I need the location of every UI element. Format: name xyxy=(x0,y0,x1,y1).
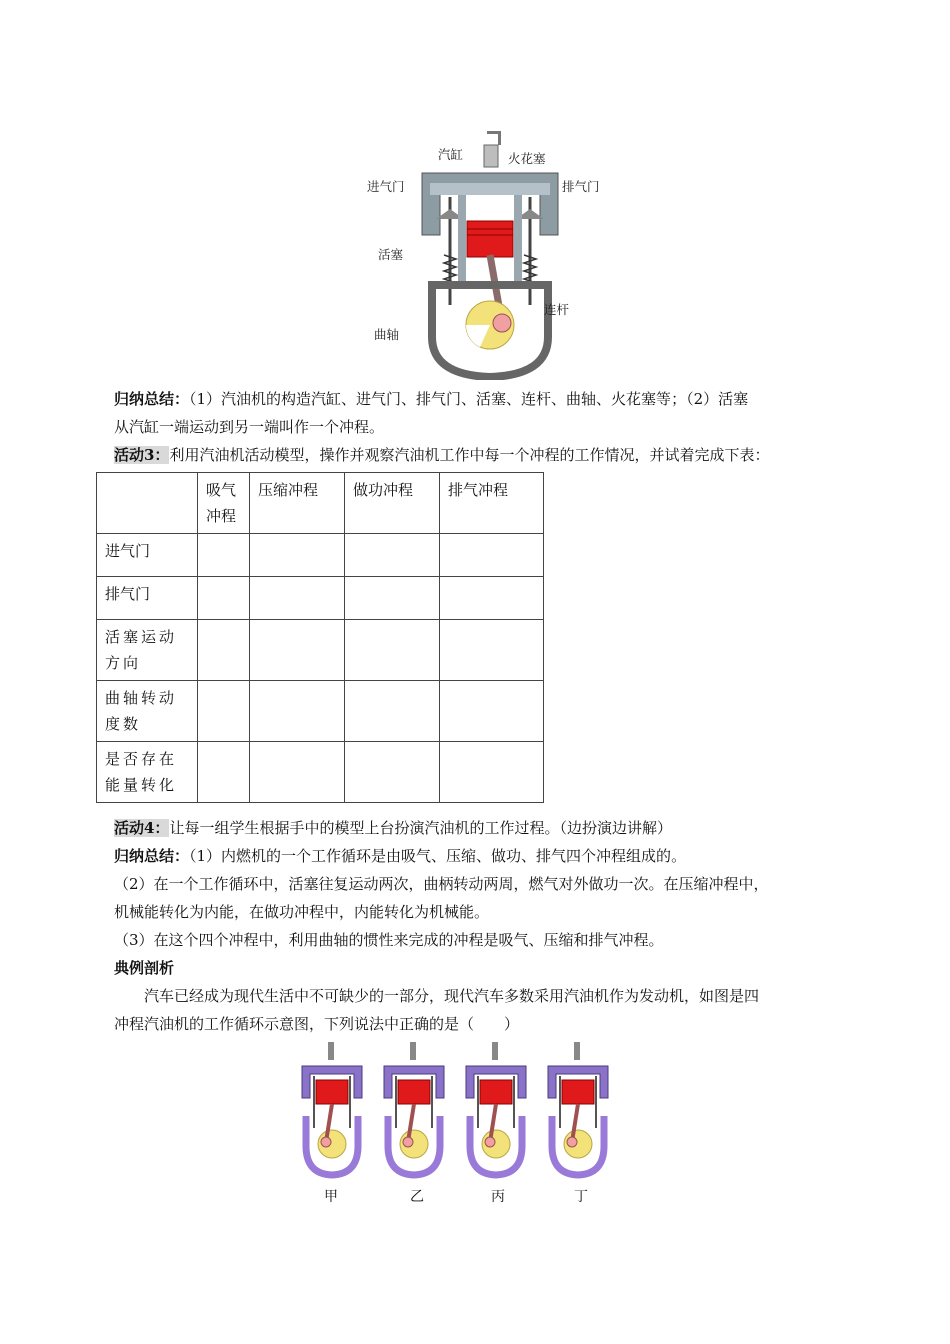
caption-jia: 甲 xyxy=(324,1189,338,1205)
table-cell[interactable] xyxy=(440,681,544,742)
table-header-row xyxy=(97,473,544,534)
table-cell[interactable] xyxy=(345,620,440,681)
summary-2 xyxy=(114,842,844,954)
table-row xyxy=(97,620,544,681)
stroke-ding-drawing xyxy=(548,1042,608,1175)
table-cell[interactable] xyxy=(345,577,440,620)
table-header-cell: 做功冲程 xyxy=(345,473,440,534)
summary-2-p2b: 机械能转化为内能，在做功冲程中，内能转化为机械能。 xyxy=(114,903,490,921)
table-cell[interactable] xyxy=(198,742,250,803)
table-header-cell xyxy=(97,473,198,534)
table-header-cell: 压缩冲程 xyxy=(250,473,345,534)
table-header-cell: 吸气冲程 xyxy=(198,473,250,534)
table-cell[interactable] xyxy=(250,577,345,620)
caption-ding: 丁 xyxy=(574,1189,588,1205)
engine-diagram xyxy=(367,125,610,380)
table-row xyxy=(97,577,544,620)
example xyxy=(114,954,844,1038)
summary-1-line1: （1）汽油机的构造汽缸、进气门、排气门、活塞、连杆、曲轴、火花塞等；（2）活塞 xyxy=(189,390,749,408)
summary-2-lead: 归纳总结： xyxy=(114,847,190,865)
table-cell[interactable] xyxy=(345,534,440,577)
table-row-label: 是否存在能量转化 xyxy=(97,742,198,803)
summary-1-line2: 从汽缸一端运动到另一端叫作一个冲程。 xyxy=(114,418,385,436)
table-cell[interactable] xyxy=(440,620,544,681)
table-row-label: 曲轴转动度数 xyxy=(97,681,198,742)
label-piston: 活塞 xyxy=(378,247,404,262)
activity-4-text: 让每一组学生根据手中的模型上台扮演汽油机的工作过程。（边扮演边讲解） xyxy=(169,819,672,837)
summary-2-p3: （3）在这个四个冲程中，利用曲轴的惯性来完成的冲程是吸气、压缩和排气冲程。 xyxy=(114,931,664,949)
table-cell[interactable] xyxy=(198,534,250,577)
table-cell[interactable] xyxy=(440,534,544,577)
caption-bing: 丙 xyxy=(491,1189,505,1205)
summary-2-p1: （1）内燃机的一个工作循环是由吸气、压缩、做功、排气四个冲程组成的。 xyxy=(189,847,687,865)
table-row xyxy=(97,742,544,803)
summary-1-lead: 归纳总结： xyxy=(114,390,190,408)
activity-4 xyxy=(114,814,844,842)
table-cell[interactable] xyxy=(198,620,250,681)
label-cylinder: 汽缸 xyxy=(438,147,464,162)
table-cell[interactable] xyxy=(250,742,345,803)
summary-2-p2a: （2）在一个工作循环中，活塞往复运动两次，曲柄转动两周，燃气对外做功一次。在压缩冲程中， xyxy=(114,875,769,893)
table-cell[interactable] xyxy=(440,742,544,803)
table-header-cell: 排气冲程 xyxy=(440,473,544,534)
engine-diagram-drawing xyxy=(370,125,610,380)
example-line2: 冲程汽油机的工作循环示意图，下列说法中正确的是（ ） xyxy=(114,1015,520,1033)
table-row-label: 进气门 xyxy=(97,534,198,577)
activity-3-lead: 活动3： xyxy=(114,446,170,464)
activity-3 xyxy=(114,441,844,469)
four-strokes-figure xyxy=(296,1040,616,1180)
label-spark-plug: 火花塞 xyxy=(508,151,546,166)
table-cell[interactable] xyxy=(250,681,345,742)
activity-3-text: 利用汽油机活动模型，操作并观察汽油机工作中每一个冲程的工作情况，并试着完成下表： xyxy=(169,446,770,464)
table-cell[interactable] xyxy=(345,681,440,742)
stroke-bing-drawing xyxy=(466,1042,526,1175)
example-line1: 汽车已经成为现代生活中不可缺少的一部分，现代汽车多数采用汽油机作为发动机，如图是四 xyxy=(144,987,760,1005)
table-row xyxy=(97,681,544,742)
activity-4-lead: 活动4： xyxy=(114,819,170,837)
stroke-yi-drawing xyxy=(384,1042,444,1175)
table-cell[interactable] xyxy=(440,577,544,620)
summary-1 xyxy=(114,385,844,441)
caption-yi: 乙 xyxy=(410,1189,424,1205)
label-exhaust-valve: 排气门 xyxy=(562,179,600,194)
table-row xyxy=(97,534,544,577)
table-cell[interactable] xyxy=(250,534,345,577)
label-intake-valve: 进气门 xyxy=(367,179,405,194)
table-cell[interactable] xyxy=(198,681,250,742)
stroke-table xyxy=(96,472,544,803)
table-cell[interactable] xyxy=(250,620,345,681)
table-cell[interactable] xyxy=(198,577,250,620)
label-connecting-rod: 连杆 xyxy=(544,302,570,317)
table-cell[interactable] xyxy=(345,742,440,803)
stroke-jia-drawing xyxy=(302,1042,362,1175)
example-heading: 典例剖析 xyxy=(114,959,175,977)
label-crankshaft: 曲轴 xyxy=(374,327,400,342)
table-row-label: 排气门 xyxy=(97,577,198,620)
table-row-label: 活塞运动方向 xyxy=(97,620,198,681)
